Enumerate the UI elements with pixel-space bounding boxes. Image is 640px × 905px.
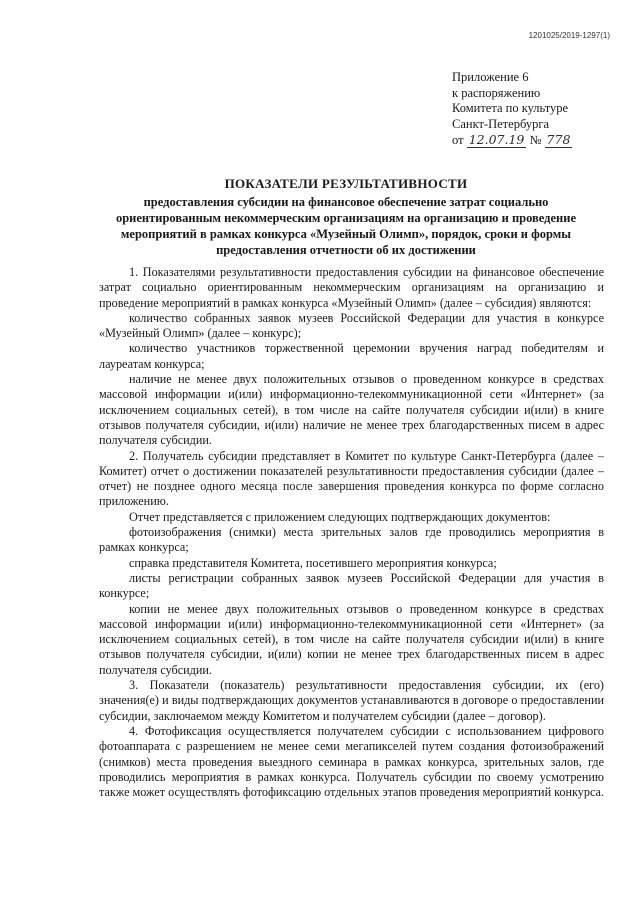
title-subtitle: предоставления субсидии на финансовое обеспечение затрат социально ориентированным некоммерческим организациям на организацию и проведение мероприятий в рамках конкурса «Музейный Олимп», порядок, сроки и формы предоставления отчетности об их достижении [115, 195, 576, 257]
appendix-line-1: Приложение 6 [452, 70, 529, 84]
handwritten-date: 12.07.19 [468, 132, 525, 147]
paragraph-12: 4. Фотофиксация осуществляется получателем субсидии с использованием цифрового фотоаппарата с разрешением не менее семи мегапикселей путем создания фотоизображений (снимков) места проведения выездного семинара в рамках конкурса, зрительных залов, где проводились мероприятия в рамках конкурса. Получатель субсидии по своему усмотрению также может осуществлять фотофиксацию отдельных этапов проведения мероприятий конкурса. [99, 723, 604, 800]
appendix-line-2: к распоряжению [452, 85, 541, 100]
title-main: ПОКАЗАТЕЛИ РЕЗУЛЬТАТИВНОСТИ [224, 176, 468, 191]
date-prefix: от [452, 133, 464, 147]
paragraph-2: количество собранных заявок музеев Российской Федерации для участия в конкурсе «Музейный Олимп» (далее – конкурс); [99, 310, 604, 341]
paragraph-1: 1. Показателями результативности предоставления субсидии на финансовое обеспечение затрат социально ориентированным некоммерческим организациям на организацию и проведение мероприятий в рамках конкурса «Музейный Олимп» (далее – субсидия) являются: [99, 265, 604, 310]
appendix-line-3: Комитета по культуре [452, 101, 569, 115]
document-title [96, 176, 596, 258]
appendix-block [452, 70, 622, 149]
paragraph-4: наличие не менее двух положительных отзывов о проведенном конкурсе в средствах массовой информации и(или) информационно-телекоммуникационной сети «Интернет» (за исключением социальных сетей), в том числе на сайте получателя субсидии и(или) в книге отзывов получателя субсидии, и(или) наличие не менее трех благодарственных писем в адрес получателя субсидии. [99, 372, 604, 448]
handwritten-number: 778 [546, 132, 571, 147]
paragraph-10: копии не менее двух положительных отзывов о проведенном конкурсе в средствах массовой информации и(или) информационно-телекоммуникационной сети «Интернет» (за исключением социальных сетей), в том числе на сайте получателя субсидии и(или) в книге отзывов получателя субсидии, и(или) копии не менее трех благодарственных писем в адрес получателя субсидии. [99, 601, 604, 677]
number-prefix: № [529, 133, 542, 147]
paragraph-8: справка представителя Комитета, посетившего мероприятия конкурса; [129, 555, 497, 570]
paragraph-9: листы регистрации собранных заявок музеев Российской Федерации для участия в конкурсе; [99, 570, 604, 601]
paragraph-3: количество участников торжественной церемонии вручения наград победителям и лауреатам конкурса; [99, 341, 604, 371]
document-number: 1201025/2019-1297(1) [528, 31, 610, 40]
paragraph-11: 3. Показатели (показатель) результативности предоставления субсидии, их (его) значения(е) и виды подтверждающих документов устанавливаются в договоре о предоставлении субсидии, заключаемом между Комитетом и получателем субсидии (далее – договор). [99, 678, 604, 723]
appendix-date-line [452, 132, 622, 149]
appendix-line-4: Санкт-Петербурга [452, 116, 550, 131]
paragraph-5: 2. Получатель субсидии представляет в Комитет по культуре Санкт-Петербурга (далее – Комитет) отчет о достижении показателей результативности предоставления субсидии (далее – отчет) не позднее одного месяца после завершения проведения конкурса по форме согласно приложению. [99, 448, 604, 509]
document-body [99, 265, 604, 800]
paragraph-6: Отчет представляется с приложением следующих подтверждающих документов: [129, 509, 551, 524]
paragraph-7: фотоизображения (снимки) места зрительных залов где проводились мероприятия в рамках конкурса; [99, 525, 604, 555]
